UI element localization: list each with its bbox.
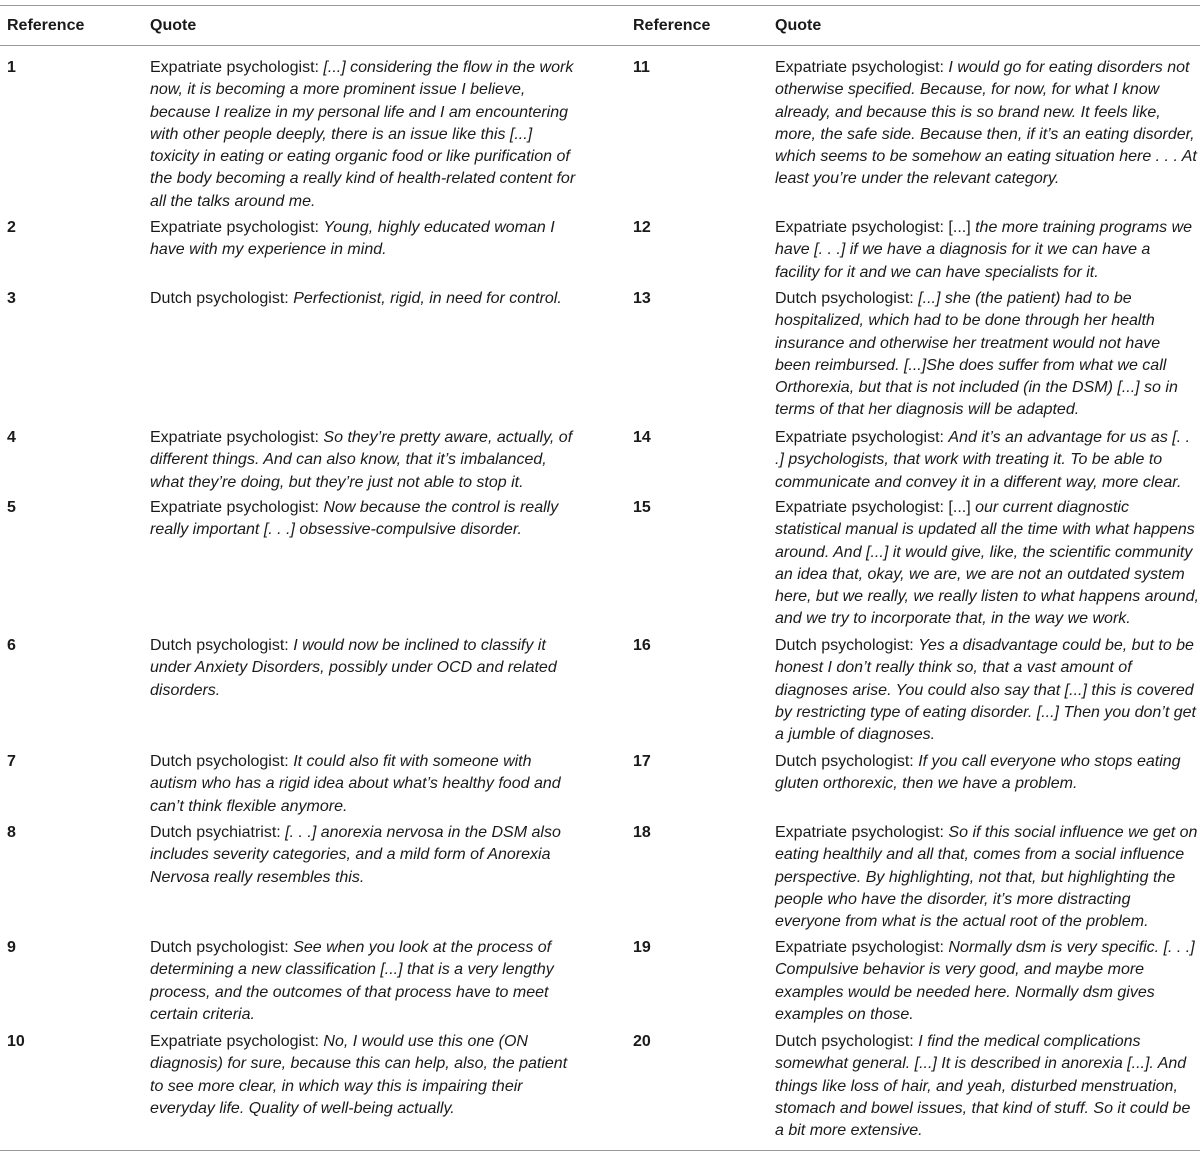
quote-cell: [150, 57, 582, 213]
reference-number: 20: [633, 1033, 651, 1050]
quote-cell: [150, 288, 582, 310]
reference-number: 1: [7, 59, 16, 76]
reference-number: 3: [7, 290, 16, 307]
reference-number: 4: [7, 429, 16, 446]
quote-text: I would go for eating disorders not otherwise specified. Because, for now, for what I know already, and because this is so brand new. It feels like, more, the safe side. Because then, if it’s an eating disorder, which seems to be somehow an eating situation here . . . At least you’re under the relevant category.: [775, 59, 1197, 188]
quote-text: And it’s an advantage for us as [. . .] psychologists, that work with treating it. To be able to communicate and convey it in a different way, more clear.: [775, 429, 1191, 491]
quote-speaker: Dutch psychologist:: [150, 290, 294, 307]
quote-speaker: Expatriate psychologist:: [775, 59, 949, 76]
reference-number: 16: [633, 637, 651, 654]
header-rule: [0, 45, 1200, 46]
quote-speaker: Expatriate psychologist:: [775, 824, 949, 841]
quote-text: So if this social influence we get on eating healthily and all that, comes from a social influence perspective. By highlighting, not that, but highlighting the people who have the disorder, it’s more distracting everyone from what is the actual root of the problem.: [775, 824, 1198, 931]
quote-text: [...] considering the flow in the work now, it is becoming a more prominent issue I believe, because I realize in my personal life and I am encountering with other people deeply, there is an issue like this [...] toxicity in eating or eating organic food or like purification of the body becoming a really kind of health-related content for all the talks around me.: [150, 59, 576, 210]
reference-number: 6: [7, 637, 16, 654]
quote-text: [...] she (the patient) had to be hospitalized, which had to be done through her health insurance and otherwise her treatment would not have been reimbursed. [...]She does suffer from what we call Orthorexia, but that is not included (in the DSM) [...] so in terms of that her diagnosis will be adapted.: [775, 290, 1178, 419]
quote-cell: [775, 822, 1199, 933]
quote-text: See when you look at the process of determining a new classification [...] that is a very lengthy process, and the outcomes of that process have to meet certain criteria.: [150, 939, 554, 1023]
quote-text: Yes a disadvantage could be, but to be honest I don’t really think so, that a vast amount of diagnoses arise. You could also say that [...] this is covered by restricting type of eating disorder. [...] Then you don’t get a jumble of diagnoses.: [775, 637, 1196, 744]
quote-cell: [775, 288, 1199, 422]
reference-number: 17: [633, 753, 651, 770]
bottom-rule: [0, 1150, 1200, 1151]
reference-number: 12: [633, 219, 651, 236]
quote-speaker: Dutch psychologist:: [775, 290, 919, 307]
quote-speaker: Expatriate psychologist:: [150, 499, 324, 516]
quote-cell: [775, 635, 1199, 746]
reference-number: 2: [7, 219, 16, 236]
quote-speaker: Dutch psychologist:: [150, 753, 294, 770]
quote-speaker: Expatriate psychologist:: [150, 429, 324, 446]
quote-cell: [150, 497, 582, 542]
top-rule: [0, 5, 1200, 6]
reference-number: 13: [633, 290, 651, 307]
quote-cell: [150, 751, 582, 818]
quote-cell: [775, 937, 1199, 1026]
quote-text: Normally dsm is very specific. [. . .] Compulsive behavior is very good, and maybe more examples would be needed here. Normally dsm gives examples on those.: [775, 939, 1195, 1023]
quote-text: So they’re pretty aware, actually, of different things. And can also know, that it’s imbalanced, what they’re doing, but they’re just not able to stop it.: [150, 429, 573, 491]
quote-speaker: Dutch psychiatrist:: [150, 824, 286, 841]
reference-number: 10: [7, 1033, 25, 1050]
reference-number: 14: [633, 429, 651, 446]
quote-speaker: Dutch psychologist:: [775, 1033, 919, 1050]
quote-text: [. . .] anorexia nervosa in the DSM also includes severity categories, and a mild form of Anorexia Nervosa really resembles this.: [150, 824, 561, 886]
quote-text: It could also fit with someone with autism who has a rigid idea about what’s healthy food and can’t think flexible anymore.: [150, 753, 561, 815]
quote-text: I find the medical complications somewhat general. [...] It is described in anorexia [...]. And things like loss of hair, and yeah, disturbed menstruation, stomach and bowel issues, that kind of stuff. So it could be a bit more extensive.: [775, 1033, 1191, 1140]
reference-number: 7: [7, 753, 16, 770]
quote-text: Perfectionist, rigid, in need for control.: [293, 290, 562, 307]
quote-speaker: Dutch psychologist:: [150, 939, 294, 956]
reference-number: 15: [633, 499, 651, 516]
quote-speaker: Expatriate psychologist:: [775, 429, 949, 446]
quote-cell: [775, 217, 1199, 284]
reference-number: 18: [633, 824, 651, 841]
header-reference-right: Reference: [633, 17, 711, 34]
quote-text: our current diagnostic statistical manual is updated all the time with what happens around. And [...] it would give, like, the scientific community an idea that, okay, we are, we are not an outdated system here, but we really, we really listen to what happens around, and we try to incorporate that, in the way we work.: [775, 499, 1199, 628]
quote-text: Now because the control is really really important [. . .] obsessive-compulsive disorder.: [150, 499, 559, 539]
quote-cell: [150, 822, 582, 889]
quote-speaker: Expatriate psychologist:: [150, 59, 324, 76]
quote-cell: [775, 57, 1199, 191]
quote-speaker: Dutch psychologist:: [150, 637, 294, 654]
quote-text: Young, highly educated woman I have with my experience in mind.: [150, 219, 555, 259]
header-reference-left: Reference: [7, 17, 85, 34]
reference-number: 9: [7, 939, 16, 956]
quote-text: I would now be inclined to classify it under Anxiety Disorders, possibly under OCD and related disorders.: [150, 637, 557, 699]
quote-cell: [775, 1031, 1199, 1142]
quote-cell: [775, 427, 1199, 494]
quote-speaker: Expatriate psychologist: [...]: [775, 219, 976, 236]
reference-number: 19: [633, 939, 651, 956]
quote-cell: [775, 751, 1199, 796]
header-quote-left: Quote: [150, 17, 197, 34]
quote-speaker: Expatriate psychologist:: [150, 1033, 324, 1050]
quote-cell: [150, 217, 582, 262]
quote-cell: [150, 937, 582, 1026]
quote-cell: [775, 497, 1199, 631]
quote-cell: [150, 427, 582, 494]
quote-speaker: Dutch psychologist:: [775, 753, 919, 770]
quote-text: If you call everyone who stops eating gluten orthorexic, then we have a problem.: [775, 753, 1181, 793]
reference-number: 8: [7, 824, 16, 841]
quote-cell: [150, 635, 582, 702]
quote-speaker: Expatriate psychologist:: [150, 219, 324, 236]
reference-number: 11: [633, 59, 650, 76]
header-quote-right: Quote: [775, 17, 822, 34]
quote-speaker: Dutch psychologist:: [775, 637, 919, 654]
quote-speaker: Expatriate psychologist:: [775, 939, 949, 956]
quote-text: No, I would use this one (ON diagnosis) for sure, because this can help, also, the patient to see more clear, in which way this is impairing their everyday life. Quality of well-being actually.: [150, 1033, 568, 1117]
quote-speaker: Expatriate psychologist: [...]: [775, 499, 976, 516]
quote-cell: [150, 1031, 582, 1120]
quote-text: the more training programs we have [. . .] if we have a diagnosis for it we can have a facility for it and we can have specialists for it.: [775, 219, 1193, 281]
reference-number: 5: [7, 499, 16, 516]
